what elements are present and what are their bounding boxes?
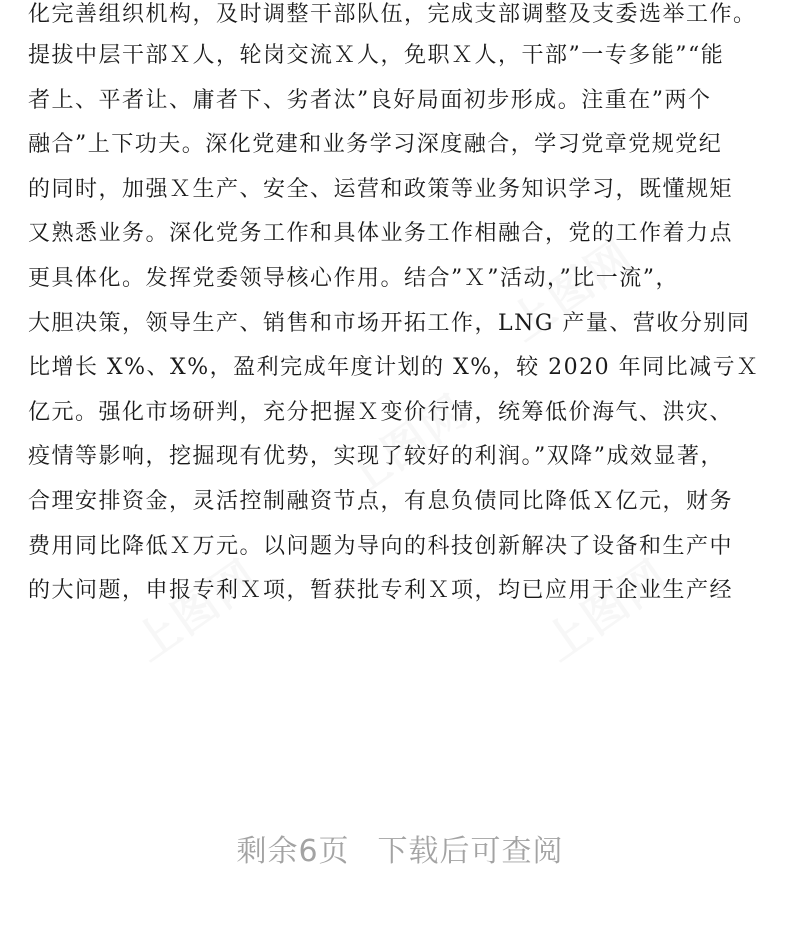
text-line: 又熟悉业务。深化党务工作和具体业务工作相融合，党的工作着力点: [28, 221, 734, 247]
text-line: 更具体化。发挥党委领导核心作用。结合”Ｘ”活动，”比一流”，: [28, 265, 679, 291]
text-line: 的大问题，申报专利Ｘ项，暂获批专利Ｘ项，均已应用于企业生产经: [28, 578, 734, 604]
text-line: 者上、平者让、庸者下、劣者汰”良好局面初步形成。注重在”两个: [28, 87, 712, 113]
text-line: 疫情等影响，挖掘现有优势，实现了较好的利润。”双降”成效显著，: [28, 444, 724, 470]
text-line: 亿元。强化市场研判，充分把握Ｘ变价行情，统筹低价海气、洪灾、: [28, 399, 734, 425]
text-line: 融合”上下功夫。深化党建和业务学习深度融合，学习党章党规党纪: [28, 132, 723, 158]
download-to-view-label: 下载后可查阅: [377, 834, 564, 869]
text-line: 的同时，加强Ｘ生产、安全、运营和政策等业务知识学习，既懂规矩: [28, 176, 734, 202]
watermark: 上图网: [535, 550, 678, 672]
remaining-pages-label: 剩余6页: [236, 834, 350, 869]
text-line: 比增长 X%、X%，盈利完成年度计划的 X%，较 2020 年同比减亏Ｘ: [28, 355, 760, 381]
watermark: 上图网: [335, 385, 478, 507]
document-body: [28, 0, 778, 614]
text-line: 合理安排资金，灵活控制融资节点，有息负债同比降低Ｘ亿元，财务: [28, 488, 734, 514]
watermark: 上图网: [500, 230, 643, 352]
text-line: 费用同比降低Ｘ万元。以问题为导向的科技创新解决了设备和生产中: [28, 533, 734, 559]
text-line: 化完善组织机构，及时调整干部队伍，完成支部调整及支委选举工作。: [28, 2, 757, 27]
watermark: 上图网: [125, 550, 268, 672]
text-line: 提拔中层干部Ｘ人，轮岗交流Ｘ人，免职Ｘ人，干部”一专多能”“能: [28, 43, 725, 68]
text-line: 大胆决策，领导生产、销售和市场开拓工作，LNG 产量、营收分别同: [28, 310, 751, 336]
download-to-read-more-button[interactable]: [0, 826, 800, 870]
